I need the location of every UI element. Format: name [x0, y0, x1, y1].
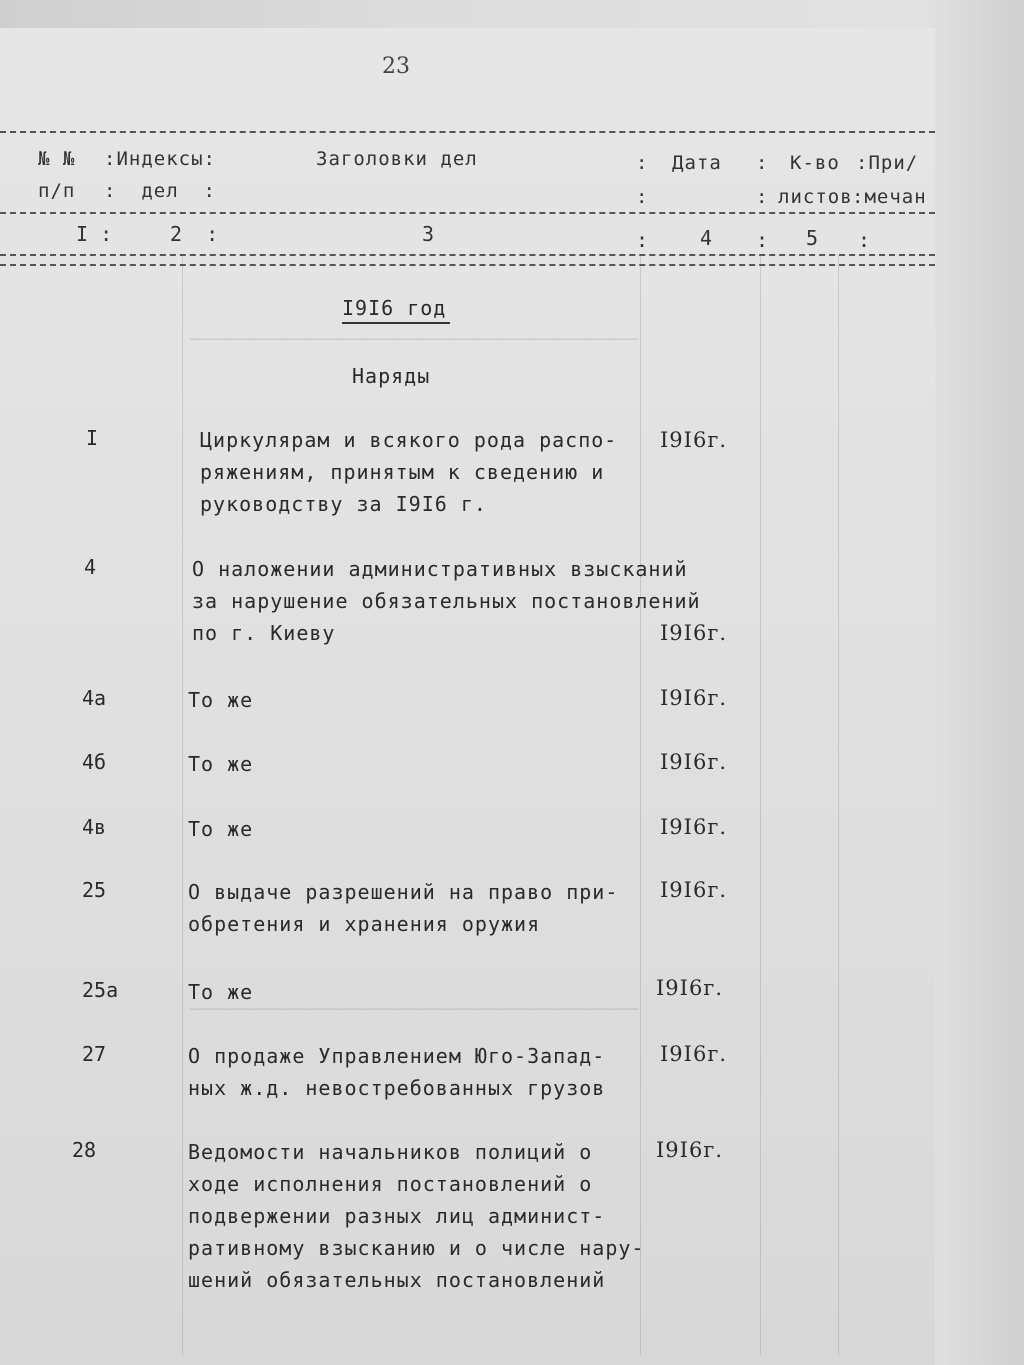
header-mid-rule [0, 212, 935, 214]
entry-index: 4в [82, 815, 107, 839]
entry-index: 4а [82, 686, 107, 710]
entry-title: Циркулярам и всякого рода распо- ряжениям, принятым к сведению и руководству за I9I6 г. [200, 428, 618, 516]
entry-title: То же [188, 817, 254, 841]
header-index-label: :Индексы: [104, 148, 216, 170]
entry-title: О продаже Управлением Юго-Запад- ных ж.д. невостребованных грузов [188, 1044, 606, 1100]
column-number-3-sep: : [636, 228, 649, 252]
entry-date: I9I6г. [660, 686, 727, 710]
header-sheets-sublabel: листов [778, 186, 853, 208]
entry-title: О выдаче разрешений на право при- обретения и хранения оружия [188, 880, 619, 936]
entry-date: I9I6г. [660, 878, 727, 902]
column-divider [838, 255, 839, 1355]
entry-date: I9I6г. [660, 750, 727, 774]
column-number-4-sep: : [756, 228, 769, 252]
entry-date: I9I6г. [656, 1138, 723, 1162]
header-title-label: Заголовки дел [316, 148, 478, 170]
entry-date: I9I6г. [660, 621, 727, 645]
header-title-sep: : [636, 186, 649, 208]
entry-index: I [86, 426, 99, 450]
column-number-4: 4 [700, 226, 713, 250]
column-number-1: I : [76, 222, 113, 246]
header-top-rule [0, 131, 935, 133]
entry-index: 25 [82, 878, 107, 902]
header-index-sublabel: : дел : [104, 180, 216, 202]
column-number-3: 3 [422, 222, 435, 246]
year-heading: I9I6 год [342, 296, 450, 324]
header-notes-sublabel: :мечан [852, 186, 927, 208]
column-number-2: 2 : [170, 222, 219, 246]
bleed-through-text: ──────────────────────────────────────── [190, 1000, 640, 1020]
entry-index: 4 [84, 555, 97, 579]
header-date-sep: : [756, 186, 769, 208]
entry-date: I9I6г. [660, 815, 727, 839]
entry-index: 27 [82, 1042, 107, 1066]
column-divider [760, 255, 761, 1355]
section-heading: Наряды [352, 364, 431, 388]
entry-index: 4б [82, 750, 107, 774]
header-date-label: Дата [672, 152, 722, 174]
entry-title: То же [188, 752, 254, 776]
entry-title: То же [188, 688, 254, 712]
header-date-sep: : [756, 152, 769, 174]
column-divider [182, 255, 183, 1355]
entry-index: 25а [82, 978, 119, 1002]
header-number-label: № № [38, 148, 76, 170]
header-sheets-label: К-во [790, 152, 840, 174]
entry-title: Ведомости начальников полиций о ходе исполнения постановлений о подвержении разных лиц админист- ративному взысканию и о числе нару- шений обязательных постановлений [188, 1140, 645, 1292]
entry-title: О наложении административных взысканий за нарушение обязательных постановлений по г. Киеву [192, 557, 701, 645]
header-bottom-rule [0, 254, 935, 256]
bleed-through-text: ──────────────────────────────────────── [190, 330, 640, 350]
entry-date: I9I6г. [656, 976, 723, 1000]
header-number-sublabel: п/п [38, 180, 76, 202]
header-notes-label: :При/ [856, 152, 919, 174]
entry-date: I9I6г. [660, 428, 727, 452]
entry-title: То же [188, 980, 254, 1004]
header-title-sep: : [636, 152, 649, 174]
column-number-5: 5 [806, 226, 819, 250]
entry-index: 28 [72, 1138, 97, 1162]
header-bottom-rule-2 [0, 264, 935, 266]
entry-date: I9I6г. [660, 1042, 727, 1066]
page-number: 23 [382, 54, 410, 79]
column-number-5-sep: : [858, 228, 871, 252]
